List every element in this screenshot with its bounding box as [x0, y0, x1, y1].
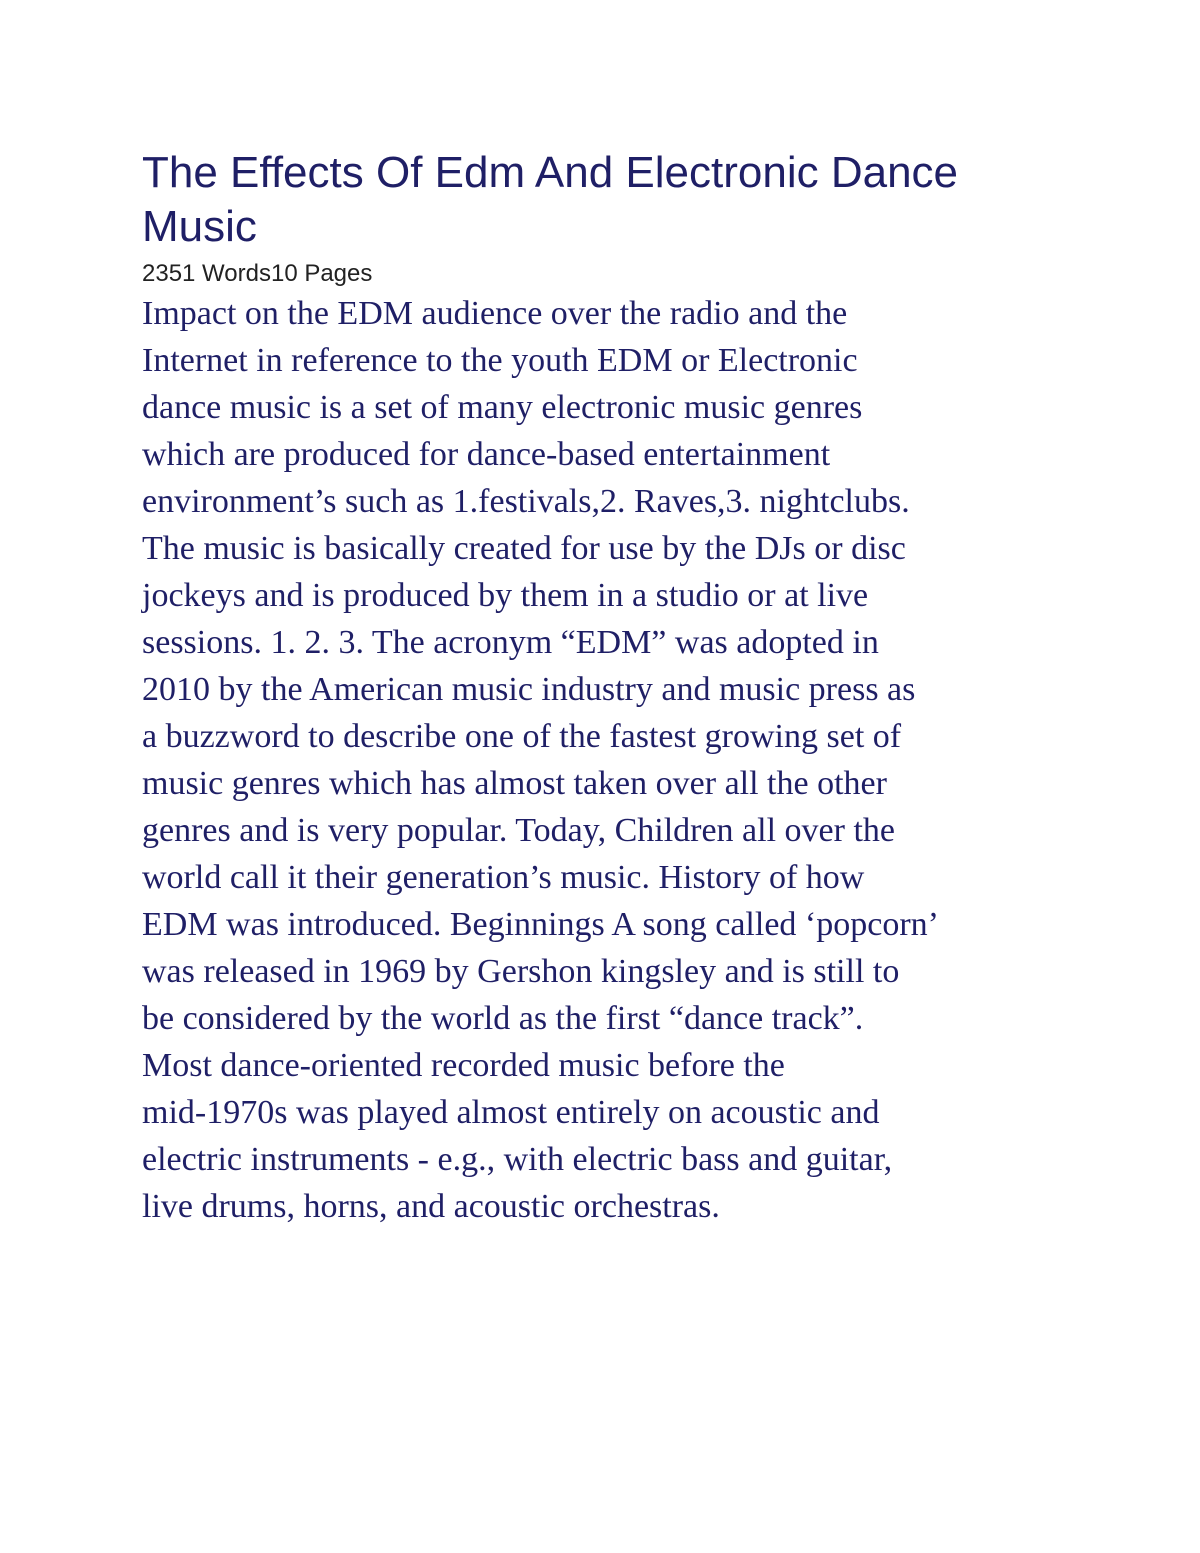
document-title: The Effects Of Edm And Electronic Dance Music: [142, 148, 959, 251]
document-content: [142, 146, 1062, 1230]
document-meta: 2351 Words10 Pages: [142, 260, 373, 287]
document-body: Impact on the EDM audience over the radio and the Internet in reference to the youth EDM or Electronic dance music is a set of many electronic music genres which are produced for dance-based entertainment environment’s such as 1.festivals,2. Raves,3. nightclubs. The music is basically created for use by the DJs or disc jockeys and is produced by them in a studio or at live sessions. 1. 2. 3. The acronym “EDM” was adopted in 2010 by the American music industry and music press as a buzzword to describe one of the fastest growing set of music genres which has almost taken over all the other genres and is very popular. Today, Children all over the world call it their generation’s music. History of how EDM was introduced. Beginnings A song called ‘popcorn’ was released in 1969 by Gershon kingsley and is still to be considered by the world as the first “dance track”. Most dance-oriented recorded music before the mid-1970s was played almost entirely on acoustic and electric instruments - e.g., with electric bass and guitar, live drums, horns, and acoustic orchestras.: [142, 295, 939, 1225]
